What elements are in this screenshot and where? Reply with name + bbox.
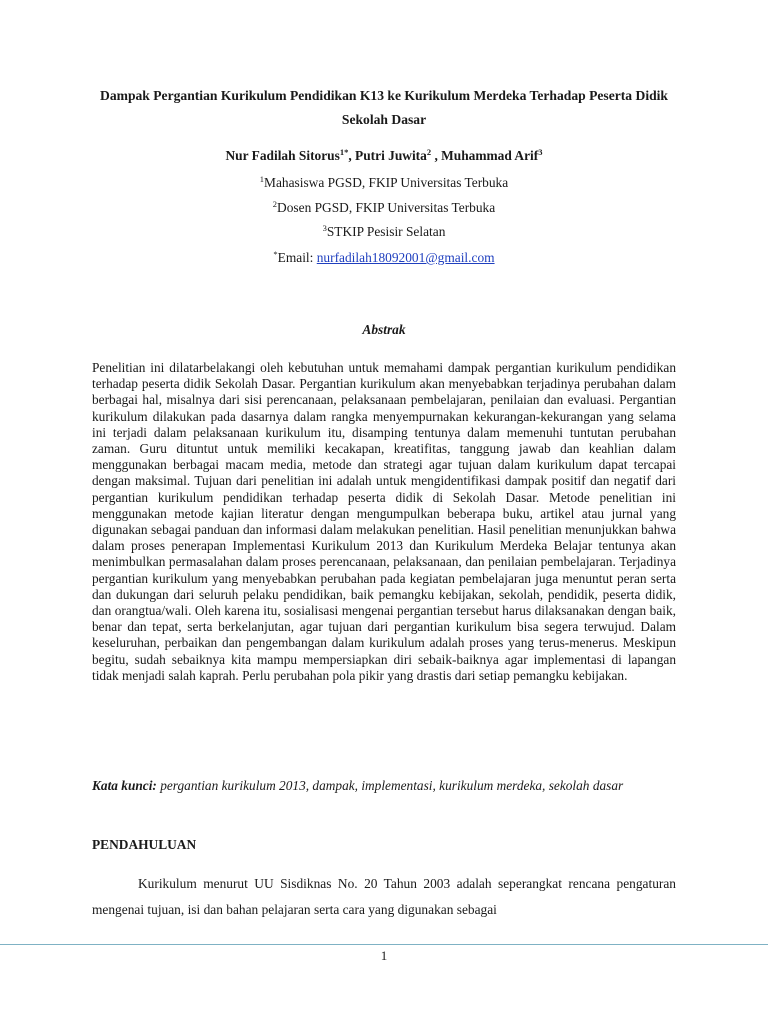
email-line	[92, 248, 676, 268]
section-heading: PENDAHULUAN	[92, 837, 197, 852]
page-number: 1	[380, 948, 388, 963]
affiliation-text: STKIP Pesisir Selatan	[326, 224, 446, 239]
keywords	[92, 775, 676, 797]
keywords-text: pergantian kurikulum 2013, dampak, implementasi, kurikulum merdeka, sekolah dasar	[156, 778, 624, 793]
footer-divider	[0, 944, 768, 945]
paper-title: Dampak Pergantian Kurikulum Pendidikan K13 ke Kurikulum Merdeka Terhadap Peserta Didik Sekolah Dasar	[100, 88, 668, 127]
affiliation-line	[92, 198, 676, 218]
email-label: Email:	[277, 250, 317, 265]
author-list	[92, 146, 676, 166]
email-mark: *	[273, 249, 278, 259]
author-affiliation-mark: 3	[538, 147, 543, 157]
author-affiliation-mark: 2	[426, 147, 432, 157]
affiliation-line	[92, 173, 676, 193]
affiliation-line	[92, 222, 676, 242]
author-separator: ,	[431, 148, 442, 163]
email-link[interactable]: nurfadilah18092001@gmail.com	[316, 250, 495, 265]
affiliation-mark: 3	[322, 223, 327, 233]
author-name: Putri Juwita	[355, 148, 427, 163]
affiliation-mark: 1	[259, 174, 265, 184]
author-name: Muhammad Arif	[441, 148, 539, 163]
author-affiliation-mark: 1*	[339, 147, 349, 157]
affiliation-text: Dosen PGSD, FKIP Universitas Terbuka	[277, 200, 496, 215]
abstract-body: Penelitian ini dilatarbelakangi oleh kebutuhan untuk memahami dampak pergantian kurikulum pendidikan terhadap peserta didik Sekolah Dasar. Pergantian kurikulum akan menyebabkan terjadinya perubahan dalam berbagai hal, misalnya dari sisi perencanaan, pelaksanaan pembelajaran, penilaian dan evaluasi. Pergantian kurikulum dilakukan pada dasarnya dalam rangka menyempurnakan kekurangan-kekurangan yang selama ini terjadi dalam pelaksanaan kurikulum itu, disamping tentunya dalam memenuhi tuntutan perubahan zaman. Guru dituntut untuk memiliki kecakapan, kreatifitas, tanggung jawab dan keahlian dalam menggunakan berbagai macam media, metode dan strategi agar tujuan dalam kurikulum dapat tercapai dengan maksimal. Tujuan dari penelitian ini adalah untuk mengidentifikasi dampak positif dan negatif dari pergantian kurikulum pendidikan terhadap peserta didik di Sekolah Dasar. Metode penelitian ini menggunakan metode kajian literatur dengan mengumpulkan beberapa buku, artikel atau jurnal yang digunakan sebagai panduan dan informasi dalam melakukan penelitian. Hasil penelitian menunjukkan bahwa dalam proses penerapan Implementasi Kurikulum 2013 dan Kurikulum Merdeka Belajar tentunya akan menimbulkan permasalahan dalam proses perencanaan, pelaksanaan, dan penilaian pembelajaran. Terjadinya pergantian kurikulum yang menyebabkan perubahan pada kegiatan pembelajaran juga menuntut peran serta dan dukungan dari seluruh pelaku pendidikan, baik pemangku kebijakan, sekolah, pendidik, peserta didik, dan orangtua/wali. Oleh karena itu, sosialisasi mengenai pergantian tersebut harus dilaksanakan dengan baik, benar dan tepat, serta berkelanjutan, agar tujuan dari pergantian kurikulum bisa segera terwujud. Dalam keseluruhan, perbaikan dan pengembangan dalam kurikulum adalah proses yang terus-menerus. Meskipun begitu, sudah sebaiknya kita mampu mempersiapkan diri sebaik-baiknya agar implementasi di lapangan tidak menjadi salah kaprah. Perlu perubahan pola pikir yang drastis dari setiap pemangku kebijakan.	[92, 360, 676, 683]
author-separator: ,	[348, 148, 356, 163]
affiliation-text: Mahasiswa PGSD, FKIP Universitas Terbuka	[264, 175, 509, 190]
intro-paragraph: Kurikulum menurut UU Sisdiknas No. 20 Tahun 2003 adalah seperangkat rencana pengaturan mengenai tujuan, isi dan bahan pelajaran serta cara yang digunakan sebagai	[92, 876, 676, 917]
author-name: Nur Fadilah Sitorus	[225, 148, 340, 163]
abstract-heading: Abstrak	[362, 322, 406, 337]
keywords-label: Kata kunci:	[92, 778, 157, 793]
affiliation-mark: 2	[272, 199, 278, 209]
